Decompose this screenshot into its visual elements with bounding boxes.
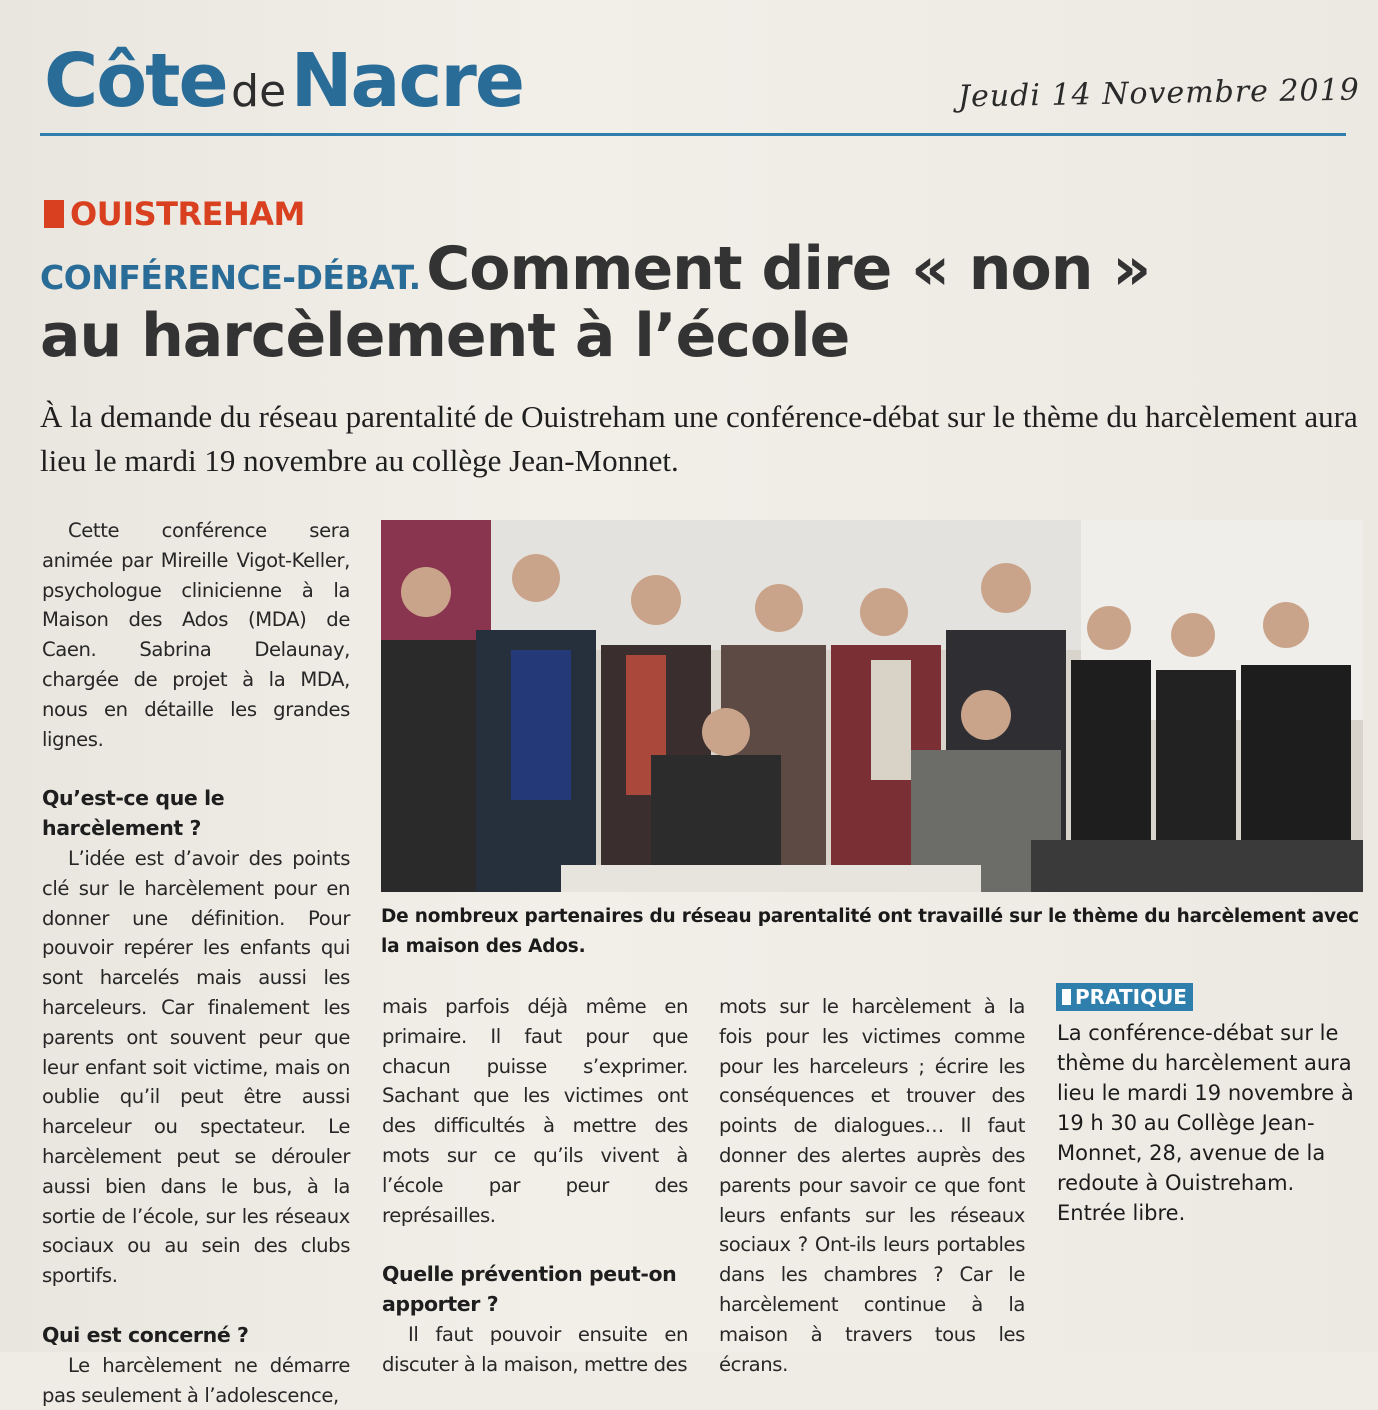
kicker-square-icon xyxy=(44,200,64,228)
photo-caption: De nombreux partenaires du réseau parentalité ont travaillé sur le thème du harcèlement avec la maison des Ados. xyxy=(381,906,1359,957)
question-heading-2: Qui est concerné ? xyxy=(42,1322,249,1347)
answer-paragraph-2-cont: mais parfois déjà même en primaire. Il faut pour que chacun puisse s’exprimer. Sachant que les victimes ont des difficultés à mettre des mots sur ce qu’ils vivent à l’école par peur des représailles. xyxy=(382,995,688,1227)
masthead-rule xyxy=(40,133,1346,136)
masthead-word-nacre: Nacre xyxy=(290,38,524,124)
headline-lead: CONFÉRENCE-DÉBAT. xyxy=(40,258,421,297)
headline-line2: au harcèlement à l’école xyxy=(40,301,850,371)
article-column-1 xyxy=(42,516,350,1410)
question-heading-1: Qu’est-ce que le harcèlement ? xyxy=(42,786,225,841)
question-heading-3: Quelle prévention peut-on apporter ? xyxy=(382,1262,677,1317)
headline xyxy=(40,236,1360,370)
masthead xyxy=(44,38,523,124)
answer-paragraph-3-start: Il faut pouvoir ensuite en discuter à la maison, mettre des xyxy=(382,1322,688,1376)
article-column-3 xyxy=(719,992,1025,1379)
masthead-word-de: de xyxy=(231,66,287,117)
handwritten-date: Jeudi 14 Novembre 2019 xyxy=(957,72,1361,115)
pratique-label xyxy=(1056,983,1193,1011)
group-photo xyxy=(381,520,1363,892)
pratique-label-text: PRATIQUE xyxy=(1075,985,1187,1009)
answer-paragraph-1: L’idée est d’avoir des points clé sur le harcèlement pour en donner une définition. Pour pouvoir repérer les enfants qui sont harcelés mais aussi les harceleurs. Car finalement les parents ont souvent peur que leur enfant soit victime, mais on oublie qu’il peut être aussi harceleur ou spectateur. Le harcèlement peut se dérouler aussi bien dans le bus, à la sortie de l’école, sur les réseaux sociaux ou au sein des clubs sportifs. xyxy=(42,846,350,1288)
answer-paragraph-2-start: Le harcèlement ne démarre pas seulement à l’adolescence, xyxy=(42,1353,350,1407)
pratique-square-icon xyxy=(1062,989,1071,1005)
kicker-text: OUISTREHAM xyxy=(70,195,305,233)
pratique-text: La conférence-débat sur le thème du harcèlement aura lieu le mardi 19 novembre à 19 h 30 au Collège Jean-Monnet, 28, avenue de la redoute à Ouistreham. Entrée libre. xyxy=(1057,1021,1354,1225)
intro-paragraph: Cette conférence sera animée par Mireille Vigot-Keller, psychologue clinicienne à la Maison des Ados (MDA) de Caen. Sabrina Delaunay, chargée de projet à la MDA, nous en détaille les grandes lignes. xyxy=(42,519,350,751)
answer-paragraph-3-cont: mots sur le harcèlement à la fois pour les victimes comme pour les harceleurs ; écrire les conséquences et trouver des points de dialogues… Il faut donner des alertes auprès des parents pour savoir ce que font leurs enfants sur les réseaux sociaux ? Ont-ils leurs portables dans les chambres ? Car le harcèlement continue à la maison à travers tous les écrans. xyxy=(719,995,1025,1376)
headline-line1: Comment dire « non » xyxy=(426,234,1151,304)
standfirst: À la demande du réseau parentalité de Ouistreham une conférence-débat sur le thème du harcèlement aura lieu le mardi 19 novembre au collège Jean-Monnet. xyxy=(40,399,1358,478)
article-column-2 xyxy=(382,992,688,1380)
masthead-word-cote: Côte xyxy=(44,38,227,124)
section-kicker xyxy=(44,195,305,233)
